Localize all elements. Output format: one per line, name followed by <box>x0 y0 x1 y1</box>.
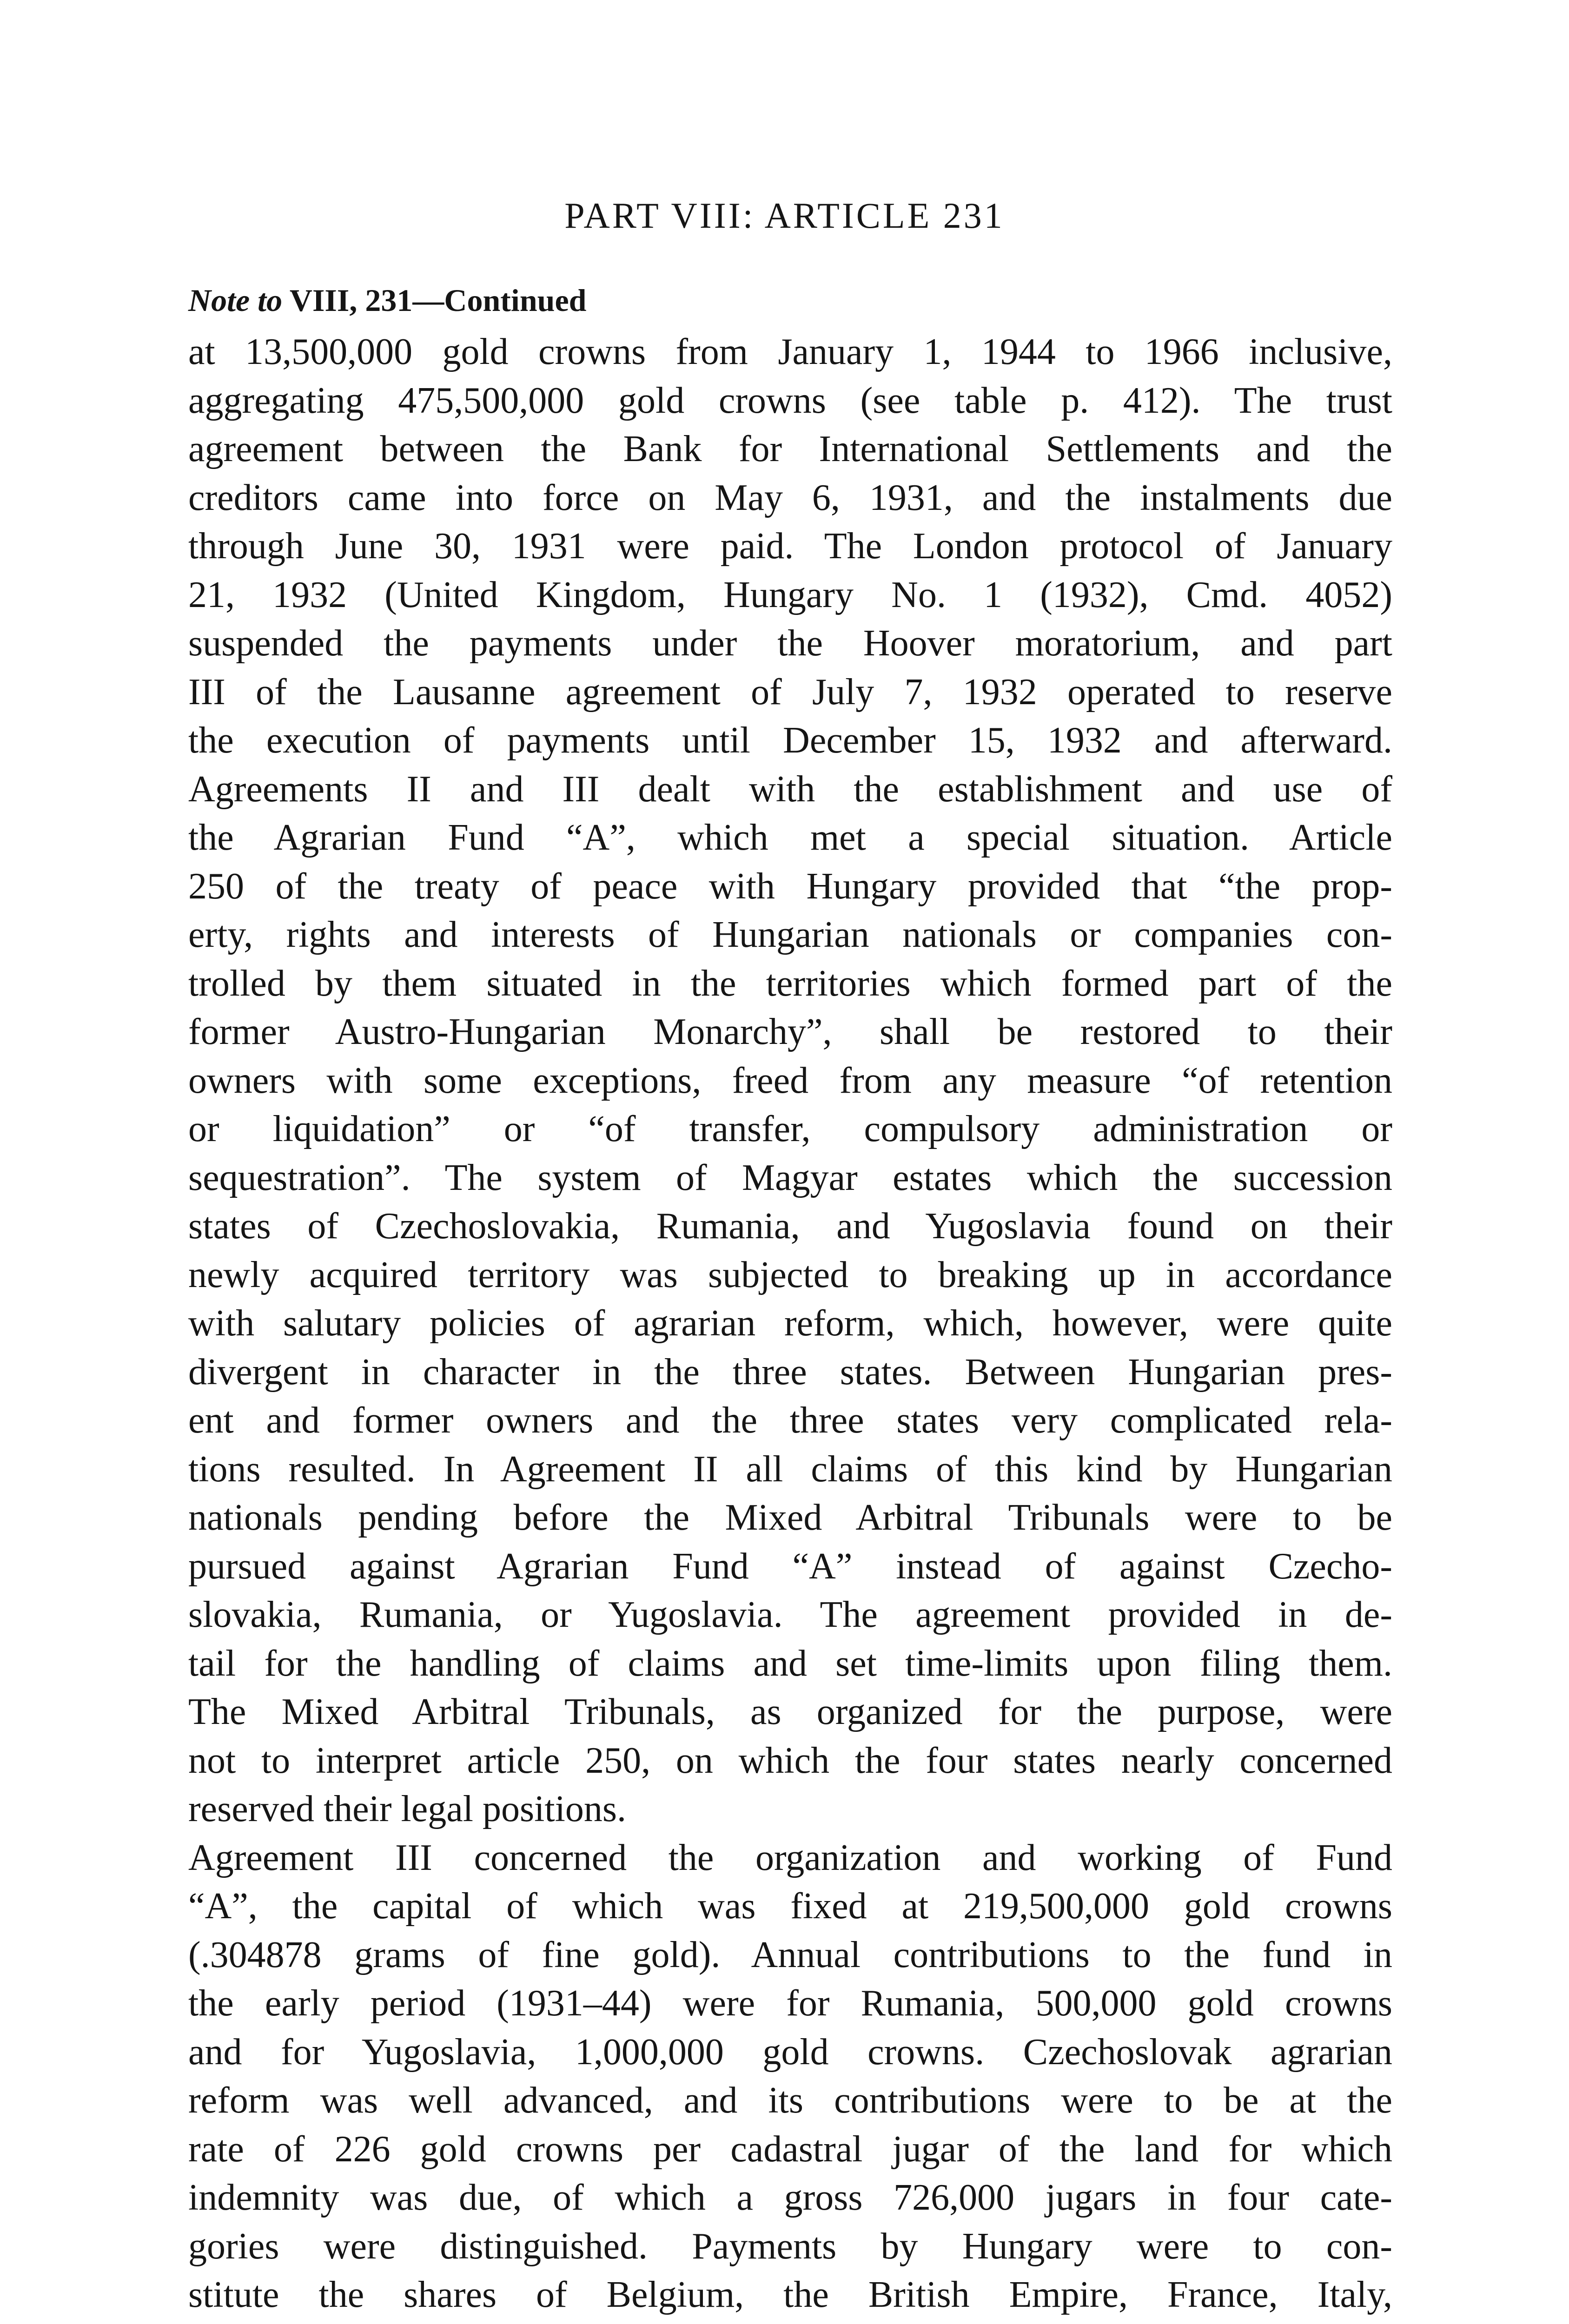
text-line: (.304878 grams of fine gold). Annual contributions to the fund in <box>188 1934 1392 1975</box>
text-line: the early period (1931–44) were for Rumania, 500,000 gold crowns <box>188 1983 1392 2024</box>
text-line: agreement between the Bank for International Settlements and the <box>188 429 1392 469</box>
text-line: through June 30, 1931 were paid. The London protocol of January <box>188 526 1392 567</box>
text-line: creditors came into force on May 6, 1931, and the instalments due <box>188 477 1392 518</box>
text-line: 21, 1932 (United Kingdom, Hungary No. 1 (1932), Cmd. 4052) <box>188 574 1392 615</box>
text-line: reserved their legal positions. <box>188 1789 626 1829</box>
text-line: reform was well advanced, and its contributions were to be at the <box>188 2080 1392 2121</box>
text-line: aggregating 475,500,000 gold crowns (see table p. 412). The trust <box>188 380 1392 421</box>
text-line: “A”, the capital of which was fixed at 219,500,000 gold crowns <box>188 1886 1392 1927</box>
text-line: divergent in character in the three states. Between Hungarian pres- <box>188 1351 1392 1393</box>
text-line: sequestration”. The system of Magyar estates which the succession <box>188 1157 1392 1198</box>
text-line: tail for the handling of claims and set time-limits upon filing them. <box>188 1643 1392 1684</box>
continuation-note <box>188 284 586 316</box>
text-line: gories were distinguished. Payments by Hungary were to con- <box>188 2225 1392 2267</box>
note-prefix: Note to <box>188 283 283 318</box>
text-line: III of the Lausanne agreement of July 7, 1932 operated to reserve <box>188 671 1392 713</box>
body-text <box>188 328 1392 2319</box>
text-line: or liquidation” or “of transfer, compulsory administration or <box>188 1109 1392 1149</box>
text-line: nationals pending before the Mixed Arbitral Tribunals were to be <box>188 1497 1392 1538</box>
text-line: the execution of payments until December 15, 1932 and afterward. <box>188 720 1392 761</box>
text-line: Agreement III concerned the organization and working of Fund <box>188 1837 1392 1878</box>
text-line: suspended the payments under the Hoover moratorium, and part <box>188 623 1392 664</box>
text-line: and for Yugoslavia, 1,000,000 gold crowns. Czechoslovak agrarian <box>188 2031 1392 2073</box>
text-line: with salutary policies of agrarian reform, which, however, were quite <box>188 1303 1392 1344</box>
note-label: VIII, 231—Continued <box>289 283 587 318</box>
running-header: PART VIII: ARTICLE 231 <box>564 195 1005 236</box>
text-line: Agreements II and III dealt with the establishment and use of <box>188 768 1392 810</box>
text-line: pursued against Agrarian Fund “A” instead of against Czecho- <box>188 1545 1392 1587</box>
text-line: the Agrarian Fund “A”, which met a special situation. Article <box>188 817 1392 858</box>
text-line: indemnity was due, of which a gross 726,000 jugars in four cate- <box>188 2177 1392 2218</box>
text-line: slovakia, Rumania, or Yugoslavia. The agreement provided in de- <box>188 1594 1392 1635</box>
text-line: tions resulted. In Agreement II all claims of this kind by Hungarian <box>188 1448 1392 1490</box>
text-line: at 13,500,000 gold crowns from January 1, 1944 to 1966 inclusive, <box>188 331 1392 372</box>
text-line: The Mixed Arbitral Tribunals, as organized for the purpose, were <box>188 1691 1392 1732</box>
text-line: 250 of the treaty of peace with Hungary provided that “the prop- <box>188 865 1392 907</box>
text-line: former Austro-Hungarian Monarchy”, shall be restored to their <box>188 1011 1392 1052</box>
text-line: not to interpret article 250, on which the four states nearly concerned <box>188 1740 1392 1781</box>
text-line: states of Czechoslovakia, Rumania, and Yugoslavia found on their <box>188 1206 1392 1247</box>
text-line: ent and former owners and the three states very complicated rela- <box>188 1400 1392 1441</box>
text-line: erty, rights and interests of Hungarian nationals or companies con- <box>188 914 1392 955</box>
text-line: rate of 226 gold crowns per cadastral jugar of the land for which <box>188 2128 1392 2170</box>
text-line: owners with some exceptions, freed from any measure “of retention <box>188 1060 1392 1101</box>
text-line: newly acquired territory was subjected to breaking up in accordance <box>188 1254 1392 1295</box>
text-line: stitute the shares of Belgium, the British Empire, France, Italy, <box>188 2274 1392 2315</box>
text-line: trolled by them situated in the territories which formed part of the <box>188 963 1392 1004</box>
